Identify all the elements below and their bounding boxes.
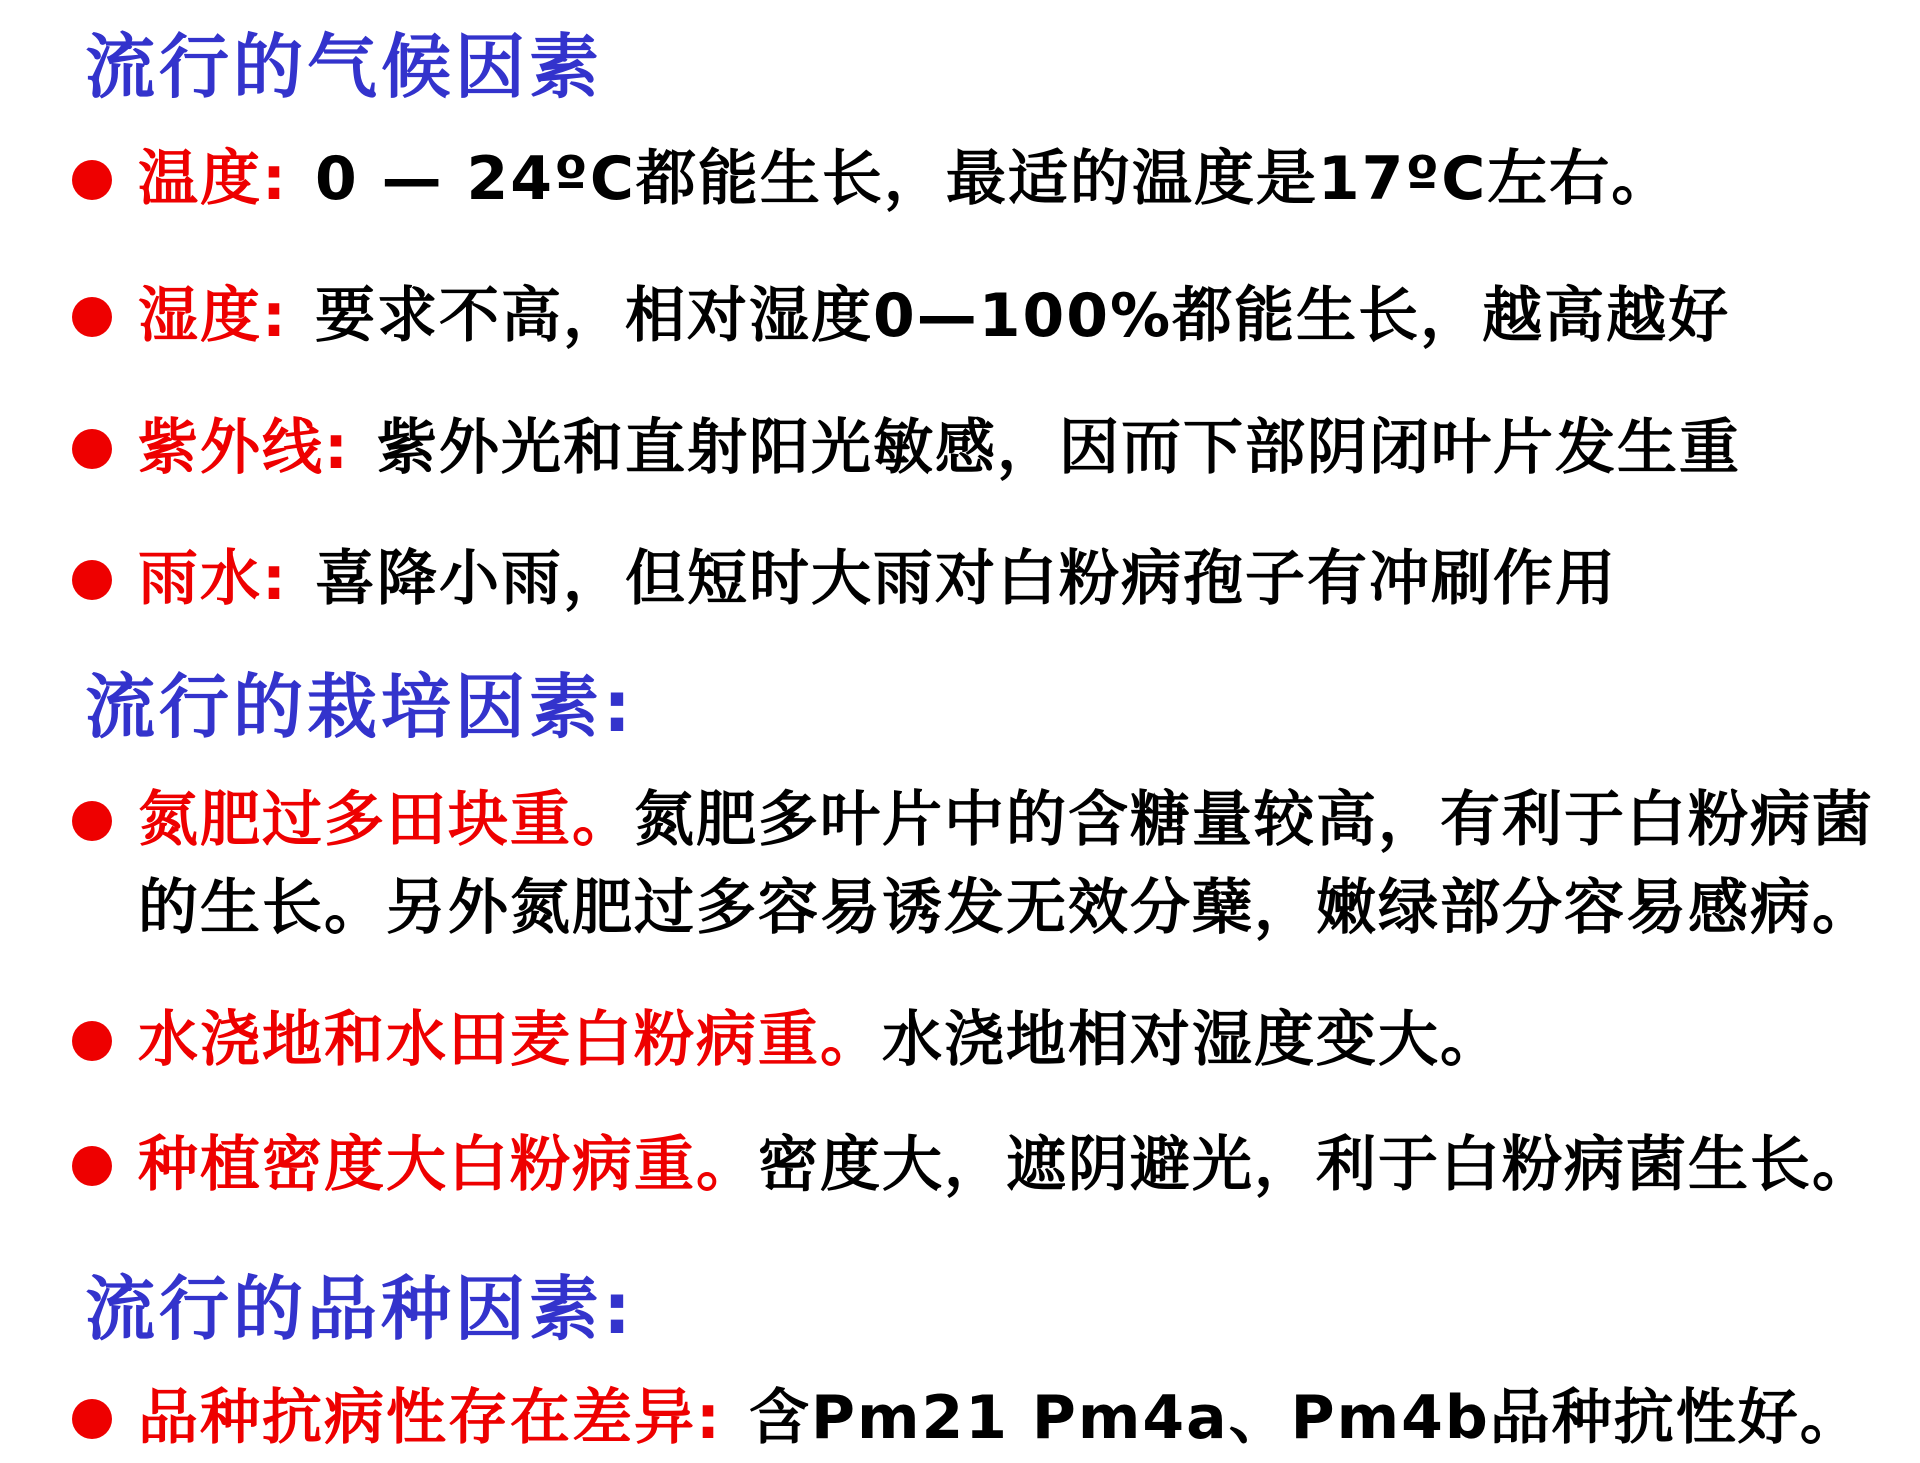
bullet-icon [72,1146,112,1186]
bullet-item-rain [70,536,1892,624]
item-label: 湿度: [138,281,288,352]
bullet-item-ultraviolet [70,405,1892,493]
bullet-line [138,536,1617,624]
bullet-item-nitrogen [70,777,1892,952]
bullet-line [138,997,1502,1085]
bullet-item-humidity [70,273,1892,361]
bullet-icon [72,1021,112,1061]
section-heading-variety: 流行的品种因素: [85,1267,635,1350]
item-label: 水浇地和水田麦白粉病重。 [138,1004,882,1075]
item-label: 温度: [138,143,288,214]
item-label: 种植密度大白粉病重。 [138,1130,758,1201]
bullet-line [138,273,1730,361]
bullet-icon [72,429,112,469]
item-text: 紫外光和直射阳光敏感，因而下部阴闭叶片发生重 [377,412,1741,483]
item-text: 0 — 24ºC都能生长，最适的温度是17ºC左右。 [315,143,1674,214]
bullet-icon [72,560,112,600]
bullet-icon [72,801,112,841]
item-text: 要求不高，相对湿度0—100%都能生长，越高越好 [315,281,1731,352]
item-text: 密度大，遮阴避光，利于白粉病菌生长。 [758,1130,1874,1201]
bullet-item-irrigated-field [70,997,1892,1085]
item-label: 紫外线: [138,412,350,483]
section-heading-cultivation: 流行的栽培因素: [85,665,635,748]
section-heading-climate: 流行的气候因素 [85,26,603,108]
bullet-icon [72,297,112,337]
item-label: 雨水: [138,544,288,615]
bullet-line [138,136,1673,224]
bullet-line [138,405,1741,493]
item-text: 氮肥多叶片中的含糖量较高，有利于白粉病菌的生长。另外氮肥过多容易诱发无效分蘖，嫩绿部分容易感病。 [138,785,1874,943]
bullet-icon [72,1399,112,1439]
bullet-item-variety-resistance [70,1375,1892,1463]
bullet-line [138,777,1892,952]
bullet-line [138,1375,1862,1463]
bullet-item-temperature [70,136,1892,224]
item-label: 品种抗病性存在差异: [138,1383,722,1454]
item-label: 氮肥过多田块重。 [138,785,634,856]
bullet-item-planting-density [70,1122,1892,1210]
item-text: 含Pm21 Pm4a、Pm4b品种抗性好。 [749,1383,1862,1454]
item-text: 喜降小雨，但短时大雨对白粉病孢子有冲刷作用 [315,544,1617,615]
bullet-line [138,1122,1874,1210]
bullet-icon [72,160,112,200]
item-text: 水浇地相对湿度变大。 [882,1004,1502,1075]
